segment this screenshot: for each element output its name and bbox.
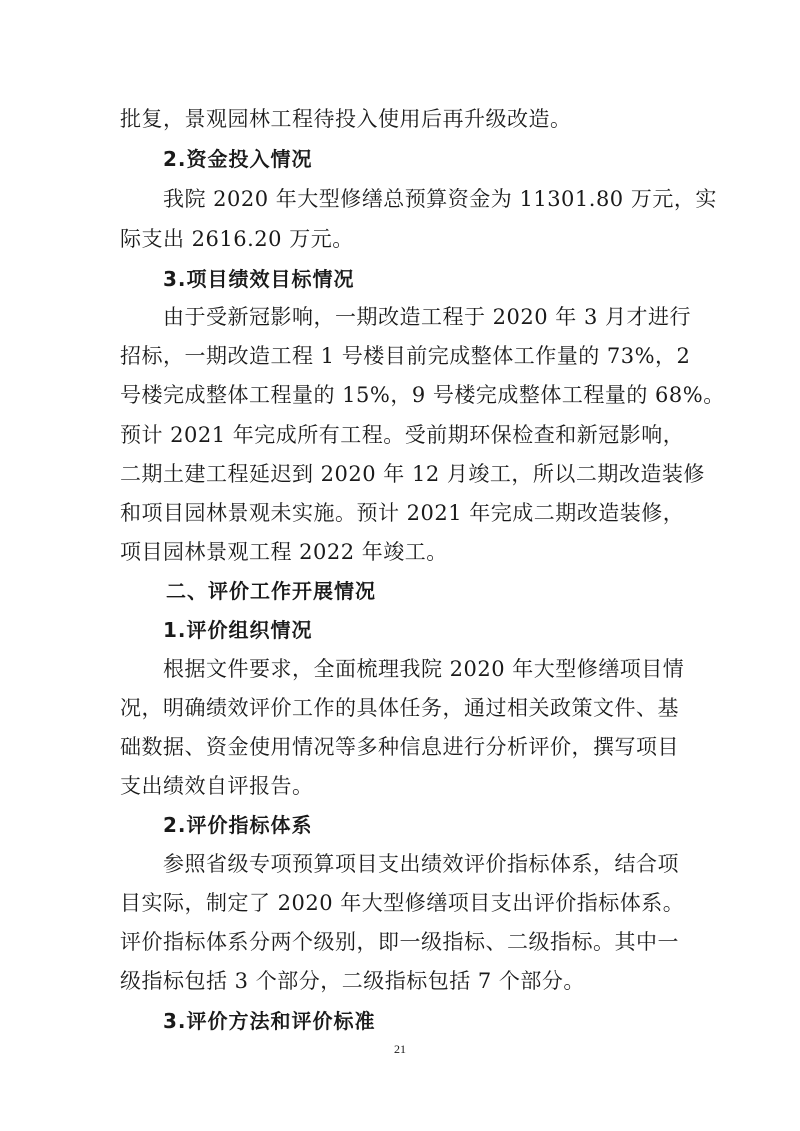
- paragraph-line: 际支出 2616.20 万元。: [120, 227, 354, 251]
- paragraph-line: 况，明确绩效评价工作的具体任务，通过相关政策文件、基: [120, 696, 679, 720]
- section-heading-funding: 2.资金投入情况: [163, 147, 313, 171]
- paragraph-line: 根据文件要求，全面梳理我院 2020 年大型修缮项目情: [163, 657, 685, 681]
- section-heading-indicators: 2.评价指标体系: [163, 813, 313, 837]
- paragraph-line: 支出绩效自评报告。: [120, 774, 314, 798]
- paragraph-line: 二期土建工程延迟到 2020 年 12 月竣工，所以二期改造装修: [120, 462, 705, 486]
- paragraph-line: 批复，景观园林工程待投入使用后再升级改造。: [120, 107, 572, 131]
- paragraph-line: 评价指标体系分两个级别，即一级指标、二级指标。其中一: [120, 930, 679, 954]
- paragraph-line: 号楼完成整体工程量的 15%，9 号楼完成整体工程量的 68%。: [120, 383, 725, 407]
- section-heading-methods: 3.评价方法和评价标准: [163, 1009, 376, 1033]
- paragraph-line: 目实际，制定了 2020 年大型修缮项目支出评价指标体系。: [120, 891, 685, 915]
- paragraph-line: 和项目园林景观未实施。预计 2021 年完成二期改造装修，: [120, 501, 685, 525]
- paragraph-line: 参照省级专项预算项目支出绩效评价指标体系，结合项: [163, 852, 679, 876]
- paragraph-line: 我院 2020 年大型修缮总预算资金为 11301.80 万元，实: [163, 187, 717, 211]
- page-number: 21: [394, 1042, 406, 1056]
- paragraph-line: 招标，一期改造工程 1 号楼目前完成整体工作量的 73%，2: [120, 344, 691, 368]
- chapter-heading-evaluation: 二、评价工作开展情况: [166, 579, 376, 603]
- section-heading-goals: 3.项目绩效目标情况: [163, 267, 355, 291]
- paragraph-line: 预计 2021 年完成所有工程。受前期环保检查和新冠影响，: [120, 423, 685, 447]
- paragraph-line: 由于受新冠影响，一期改造工程于 2020 年 3 月才进行: [163, 305, 692, 329]
- paragraph-line: 级指标包括 3 个部分，二级指标包括 7 个部分。: [120, 969, 585, 993]
- section-heading-organization: 1.评价组织情况: [163, 618, 313, 642]
- paragraph-line: 项目园林景观工程 2022 年竣工。: [120, 540, 448, 564]
- paragraph-line: 础数据、资金使用情况等多种信息进行分析评价，撰写项目: [120, 735, 679, 759]
